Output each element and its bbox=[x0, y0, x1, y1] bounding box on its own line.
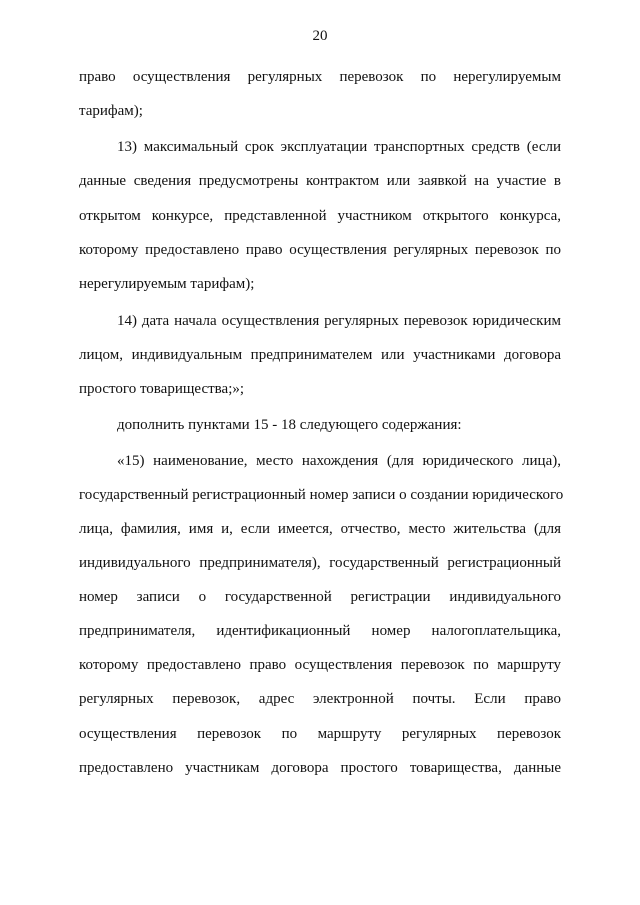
text-line: 13) максимальный срок эксплуатации транспортных средств (если bbox=[117, 139, 561, 155]
text-line: право осуществления регулярных перевозок по нерегулируемым bbox=[79, 69, 561, 85]
text-line: предоставлено участникам договора простого товарищества, данные bbox=[79, 760, 561, 776]
text-line: открытом конкурсе, представленной участником открытого конкурса, bbox=[79, 208, 561, 224]
text-line: 14) дата начала осуществления регулярных перевозок юридическим bbox=[117, 313, 561, 329]
text-line: индивидуального предпринимателя), государственный регистрационный bbox=[79, 555, 561, 571]
text-line: лица, фамилия, имя и, если имеется, отчество, место жительства (для bbox=[79, 521, 561, 537]
text-line: тарифам); bbox=[79, 103, 143, 119]
text-line: лицом, индивидуальным предпринимателем или участниками договора bbox=[79, 347, 561, 363]
text-line: осуществления перевозок по маршруту регулярных перевозок bbox=[79, 726, 561, 742]
text-line: регулярных перевозок, адрес электронной почты. Если право bbox=[79, 691, 561, 707]
text-line: данные сведения предусмотрены контрактом или заявкой на участие в bbox=[79, 173, 561, 189]
text-line: дополнить пунктами 15 - 18 следующего содержания: bbox=[117, 417, 462, 433]
text-line: простого товарищества;»; bbox=[79, 381, 245, 397]
text-line: предпринимателя, идентификационный номер налогоплательщика, bbox=[79, 623, 561, 639]
text-line: которому предоставлено право осуществления регулярных перевозок по bbox=[79, 242, 561, 258]
text-line: «15) наименование, место нахождения (для юридического лица), bbox=[117, 453, 561, 469]
text-line: нерегулируемым тарифам); bbox=[79, 276, 255, 292]
text-line: которому предоставлено право осуществления перевозок по маршруту bbox=[79, 657, 561, 673]
text-line: государственный регистрационный номер записи о создании юридического bbox=[79, 487, 564, 503]
page-number: 20 bbox=[312, 28, 328, 44]
text-line: номер записи о государственной регистрации индивидуального bbox=[79, 589, 561, 605]
